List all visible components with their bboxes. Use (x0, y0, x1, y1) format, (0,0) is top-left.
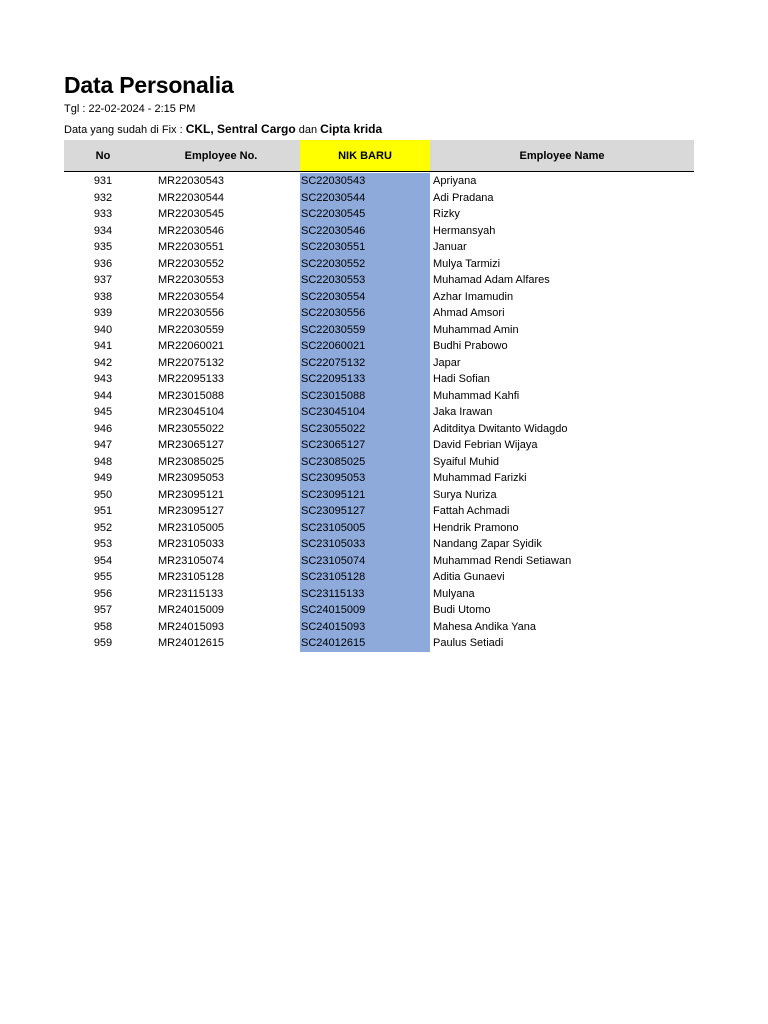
cell-employee-name[interactable]: Apriyana (433, 175, 477, 187)
cell-employee-name[interactable]: Budi Utomo (433, 604, 491, 616)
cell-no[interactable]: 946 (93, 422, 113, 435)
cell-employee-no[interactable]: MR22095133 (158, 373, 225, 385)
cell-employee-name[interactable]: Muhammad Amin (433, 323, 519, 336)
cell-employee-name[interactable]: Hendrik Pramono (433, 521, 519, 534)
cell-employee-no[interactable]: MR23065127 (158, 439, 225, 451)
cell-nik-baru[interactable]: SC24012615 (300, 635, 430, 652)
table-row (64, 569, 694, 586)
cell-no[interactable]: 943 (93, 373, 113, 385)
cell-employee-name[interactable]: Muhamad Adam Alfares (433, 274, 550, 286)
cell-employee-name[interactable]: David Febrian Wijaya (433, 439, 538, 451)
cell-nik-baru[interactable]: SC22030556 (300, 305, 430, 322)
table-row (64, 454, 694, 471)
cell-no[interactable]: 938 (93, 290, 113, 303)
cell-employee-no[interactable]: MR22030553 (158, 274, 225, 286)
cell-employee-no[interactable]: MR23095127 (158, 505, 225, 517)
column-header-employee-no[interactable]: Employee No. (184, 149, 258, 162)
cell-nik-baru[interactable]: SC22030554 (300, 289, 430, 306)
cell-nik-baru[interactable]: SC22030545 (300, 206, 430, 223)
cell-employee-name[interactable]: Japar (433, 356, 461, 369)
cell-nik-baru[interactable]: SC22095133 (300, 371, 430, 388)
cell-employee-name[interactable]: Aditditya Dwitanto Widagdo (433, 422, 568, 435)
cell-employee-no[interactable]: MR24015093 (158, 620, 225, 633)
cell-no[interactable]: 933 (93, 208, 113, 220)
cell-employee-name[interactable]: Rizky (433, 208, 460, 220)
cell-no[interactable]: 945 (93, 406, 113, 418)
cell-employee-no[interactable]: MR23095053 (158, 472, 225, 484)
cell-employee-no[interactable]: MR22030554 (158, 290, 225, 303)
cell-nik-baru[interactable]: SC23105033 (300, 536, 430, 553)
fix-joiner: dan (295, 124, 321, 136)
cell-employee-name[interactable]: Budhi Prabowo (433, 340, 508, 352)
cell-employee-no[interactable]: MR22075132 (158, 356, 225, 369)
cell-employee-name[interactable]: Syaiful Muhid (433, 455, 500, 468)
cell-employee-no[interactable]: MR23055022 (158, 422, 225, 435)
cell-employee-no[interactable]: MR22030559 (158, 323, 225, 336)
cell-employee-name[interactable]: Jaka Irawan (433, 406, 493, 418)
table-row (64, 173, 694, 190)
cell-employee-name[interactable]: Paulus Setiadi (433, 637, 504, 649)
cell-employee-no[interactable]: MR22030544 (158, 191, 225, 204)
table-row (64, 619, 694, 636)
cell-nik-baru[interactable]: SC23105074 (300, 553, 430, 570)
fix-company-1: CKL, Sentral Cargo (185, 122, 296, 136)
cell-nik-baru[interactable]: SC23065127 (300, 437, 430, 454)
cell-no[interactable]: 949 (93, 472, 113, 484)
cell-employee-no[interactable]: MR22030543 (158, 175, 225, 187)
table-row (64, 239, 694, 256)
cell-employee-name[interactable]: Januar (433, 241, 467, 253)
cell-no[interactable]: 957 (93, 604, 113, 616)
table-row (64, 371, 694, 388)
cell-employee-no[interactable]: MR23095121 (158, 488, 225, 501)
cell-employee-name[interactable]: Mulyana (433, 587, 475, 600)
cell-nik-baru[interactable]: SC22030543 (300, 173, 430, 190)
cell-no[interactable]: 935 (93, 241, 113, 253)
cell-nik-baru[interactable]: SC22030552 (300, 256, 430, 273)
cell-employee-name[interactable]: Muhammad Rendi Setiawan (433, 554, 572, 567)
table-row (64, 437, 694, 454)
cell-no[interactable]: 956 (93, 587, 113, 600)
cell-employee-name[interactable]: Muhammad Farizki (433, 472, 527, 484)
cell-employee-no[interactable]: MR22030551 (158, 241, 225, 253)
cell-no[interactable]: 953 (93, 538, 113, 550)
table-row (64, 223, 694, 240)
cell-employee-name[interactable]: Muhammad Kahfi (433, 389, 520, 402)
fix-prefix: Data yang sudah di Fix : (64, 124, 186, 136)
table-row (64, 322, 694, 339)
cell-employee-name[interactable]: Aditia Gunaevi (433, 571, 505, 583)
cell-employee-no[interactable]: MR23105005 (158, 521, 225, 534)
cell-employee-no[interactable]: MR22030546 (158, 224, 225, 237)
table-row (64, 289, 694, 306)
cell-employee-no[interactable]: MR23105033 (158, 538, 225, 550)
cell-no[interactable]: 950 (93, 488, 113, 501)
personnel-table (64, 140, 694, 652)
cell-employee-name[interactable]: Mulya Tarmizi (433, 257, 501, 270)
cell-employee-no[interactable]: MR22030552 (158, 257, 225, 270)
table-body (64, 173, 694, 652)
cell-employee-no[interactable]: MR23085025 (158, 455, 225, 468)
cell-nik-baru[interactable]: SC22030544 (300, 190, 430, 207)
cell-no[interactable]: 952 (93, 521, 113, 534)
cell-nik-baru[interactable]: SC22030553 (300, 272, 430, 289)
cell-nik-baru[interactable]: SC23095121 (300, 487, 430, 504)
column-header-no[interactable]: No (95, 149, 111, 162)
cell-no[interactable]: 955 (93, 571, 113, 583)
table-row (64, 190, 694, 207)
cell-employee-name[interactable]: Surya Nuriza (433, 488, 497, 501)
cell-nik-baru[interactable]: SC23115133 (300, 586, 430, 603)
cell-employee-no[interactable]: MR23015088 (158, 389, 225, 402)
cell-nik-baru[interactable]: SC24015093 (300, 619, 430, 636)
cell-employee-name[interactable]: Nandang Zapar Syidik (433, 538, 542, 550)
date-line: Tgl : 22-02-2024 - 2:15 PM (64, 103, 196, 115)
cell-no[interactable]: 942 (93, 356, 113, 369)
cell-nik-baru[interactable]: SC23045104 (300, 404, 430, 421)
cell-employee-name[interactable]: Hermansyah (433, 224, 496, 237)
cell-nik-baru[interactable]: SC22030551 (300, 239, 430, 256)
table-row (64, 206, 694, 223)
cell-employee-no[interactable]: MR24012615 (158, 637, 225, 649)
table-row (64, 256, 694, 273)
page-title: Data Personalia (64, 72, 234, 98)
table-row (64, 602, 694, 619)
table-row (64, 553, 694, 570)
cell-nik-baru[interactable]: SC23055022 (300, 421, 430, 438)
cell-nik-baru[interactable]: SC23085025 (300, 454, 430, 471)
table-row (64, 272, 694, 289)
table-row (64, 404, 694, 421)
cell-employee-name[interactable]: Adi Pradana (433, 191, 494, 204)
cell-employee-name[interactable]: Ahmad Amsori (433, 307, 505, 319)
table-row (64, 536, 694, 553)
table-row (64, 503, 694, 520)
cell-nik-baru[interactable]: SC23095053 (300, 470, 430, 487)
table-row (64, 586, 694, 603)
table-row (64, 487, 694, 504)
cell-employee-no[interactable]: MR23105128 (158, 571, 225, 583)
table-row (64, 305, 694, 322)
cell-no[interactable]: 931 (93, 175, 113, 187)
cell-nik-baru[interactable]: SC23015088 (300, 388, 430, 405)
cell-employee-no[interactable]: MR22060021 (158, 340, 225, 352)
table-row (64, 421, 694, 438)
column-header-nik-baru[interactable]: NIK BARU (300, 140, 430, 171)
cell-no[interactable]: 940 (93, 323, 113, 336)
cell-nik-baru[interactable]: SC23095127 (300, 503, 430, 520)
table-row (64, 470, 694, 487)
table-row (64, 338, 694, 355)
cell-employee-name[interactable]: Hadi Sofian (433, 373, 490, 385)
cell-no[interactable]: 959 (93, 637, 113, 649)
cell-employee-no[interactable]: MR23105074 (158, 554, 225, 567)
cell-no[interactable]: 934 (93, 224, 113, 237)
cell-employee-no[interactable]: MR22030556 (158, 307, 225, 319)
cell-no[interactable]: 948 (93, 455, 113, 468)
table-row (64, 388, 694, 405)
cell-employee-name[interactable]: Fattah Achmadi (433, 505, 510, 517)
column-header-employee-name[interactable]: Employee Name (519, 149, 605, 162)
table-row (64, 635, 694, 652)
table-row (64, 355, 694, 372)
cell-employee-no[interactable]: MR23045104 (158, 406, 225, 418)
cell-no[interactable]: 951 (93, 505, 113, 517)
table-row (64, 520, 694, 537)
fix-status-line (64, 122, 382, 136)
cell-nik-baru[interactable]: SC22060021 (300, 338, 430, 355)
cell-nik-baru[interactable]: SC23105005 (300, 520, 430, 537)
cell-nik-baru[interactable]: SC22075132 (300, 355, 430, 372)
cell-no[interactable]: 939 (93, 307, 113, 319)
cell-nik-baru[interactable]: SC22030559 (300, 322, 430, 339)
cell-no[interactable]: 954 (93, 554, 113, 567)
table-header-row (64, 140, 694, 172)
cell-no[interactable]: 932 (93, 191, 113, 204)
cell-employee-no[interactable]: MR24015009 (158, 604, 225, 616)
cell-employee-name[interactable]: Mahesa Andika Yana (433, 620, 536, 633)
cell-no[interactable]: 947 (93, 439, 113, 451)
cell-employee-no[interactable]: MR22030545 (158, 208, 225, 220)
cell-no[interactable]: 936 (93, 257, 113, 270)
cell-no[interactable]: 941 (93, 340, 113, 352)
cell-nik-baru[interactable]: SC22030546 (300, 223, 430, 240)
fix-company-2: Cipta krida (320, 122, 383, 136)
cell-no[interactable]: 937 (93, 274, 113, 286)
cell-no[interactable]: 958 (93, 620, 113, 633)
cell-nik-baru[interactable]: SC24015009 (300, 602, 430, 619)
cell-nik-baru[interactable]: SC23105128 (300, 569, 430, 586)
cell-no[interactable]: 944 (93, 389, 113, 402)
cell-employee-name[interactable]: Azhar Imamudin (433, 290, 514, 303)
cell-employee-no[interactable]: MR23115133 (158, 587, 224, 600)
